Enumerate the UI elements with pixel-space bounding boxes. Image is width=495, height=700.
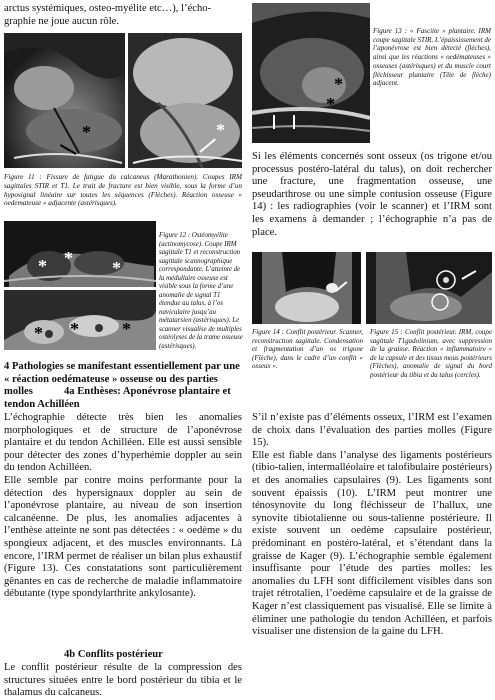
asterisk-marker: * <box>216 120 225 140</box>
paragraph: L’échographie détecte très bien les anomalies morphologiques et de structure de l’aponévrose plantaire et du tendon Achilléen. Elle est aussi sensible pour détecter des zones d’hyperhémie doppler au sein du tendon Achilléen. <box>4 412 242 474</box>
asterisk-marker: * <box>334 74 343 94</box>
fig11-image-t1 <box>128 33 242 168</box>
section-4b-heading: 4b Conflits postérieur <box>64 649 163 660</box>
fig11-t1-svg <box>128 33 242 168</box>
asterisk-marker: * <box>70 319 79 339</box>
fig12-image-ct <box>4 290 156 350</box>
fig13-caption: Figure 13 : « Fasciite » plantaire. IRM coupe sagittale STIR. L’épaississement de l’aponévrose est bien détecté (flèches), ainsi que les réactions « oedémateuses » osseuses (astérisques) et du muscle court fléchisseur plantaire (Tête de flèche) adjacent. <box>373 27 491 88</box>
arrow-icon <box>273 115 275 129</box>
fig15-svg <box>366 252 492 324</box>
left-body-text <box>4 412 242 601</box>
fig12-ct-svg <box>4 290 156 350</box>
fig12-caption: Figure 12 : Ostéomyélite (actinomycose). Coupe IRM sagittale T1 et reconstruction sagittale scannographique correspondante. L’atteinte de la médullaire osseuse est visible sous la forme d’une anomalie de signal T1 étendue au talus, à l’os naviculaire jusqu’au métatarsien (astérisques). Le scanner visualise de multiples ostéolyses de la trame osseuse (astérisques). <box>159 232 243 350</box>
fig14-svg <box>252 252 361 324</box>
asterisk-marker: * <box>38 256 47 276</box>
fig15-caption: Figure 15 : Conflit postérieur. IRM, coupe sagittale T1gadolinium, avec suppression de la graisse. Réaction « inflammatoire » de la capsule et des tissus mous postérieurs (Flèches), anomalie de signal du bord postérieur du tibia et du talus (cercles). <box>370 328 492 379</box>
paragraph: Elle est fiable dans l’analyse des ligaments postérieurs (tibio-talien, intermalléolaire et talofibulaire postérieurs) et des anomalies capsulaires (9). Les ligaments sont souvent épaissis (10). L’IRM peut montrer une ténosynovite du long fléchisseur de l’hallux, une synovite tibiotalienne ou sous-talienne postérieure. Il existe souvent un oedème capsulaire postérieur, prédominant en postéro-latéral, et s’étendant dans la graisse de Kager (9). L’échographie semble également insuffisante pour l’étude des parties molles: les anomalies du LFH sont difficilement visibles dans son trajet rétrotalien, l’oedème capsulaire et de la graisse de Kager n’est classiquement pas visualisé. Elle se limite à éliminer une pathologie du tendon Achilléen, et parfois visualiser une distension de la gaine du LFH. <box>252 449 492 638</box>
asterisk-marker: * <box>82 122 91 142</box>
asterisk-marker: * <box>112 258 121 278</box>
asterisk-marker: * <box>64 248 73 268</box>
left-body-text-2 <box>4 662 242 700</box>
fig12-mri-svg <box>4 221 156 287</box>
fig15-image <box>366 252 492 324</box>
section-4-heading: 4 Pathologies se manifestant essentiellement par une « réaction oedémateuse » osseuse ou des parties molles <box>4 361 240 398</box>
paragraph: Elle semble par contre moins performante pour la détection des hypersignaux doppler au sein de l’aponévrose plantaire, au niveau de son insertion calcanéenne. De plus, les anomalies adjacentes à l’enthèse atteinte ne sont pas détectées : « oedème » du spongieux adjacent, et des muscles environnants. Là encore, l’IRM permet de réaliser un bilan plus exhaustif (Figure 13). Ces constatations sont particulièrement gênantes en cas de recherche de maladie inflammatoire débutante (type spondylarthrite ankylosante). <box>4 474 242 600</box>
fig14-image <box>252 252 361 324</box>
fig13-svg <box>252 3 370 143</box>
paragraph: S’il n’existe pas d’éléments osseux, l’IRM est l’examen de choix dans l’évaluation des parties molles (Figure 15). <box>252 412 492 449</box>
intro-text <box>4 3 242 28</box>
fig12-image-mri <box>4 221 156 287</box>
fig11-image-stir <box>4 33 125 168</box>
right-body-text <box>252 151 492 239</box>
asterisk-marker: * <box>34 323 43 343</box>
fig14-caption: Figure 14 : Conflit postérieur. Scanner, reconstruction sagittale. Condensation et fragmentation d’un os trigone (Flèche), dans le cadre d’un conflit « osseux ». <box>252 328 363 371</box>
fig13-image <box>252 3 370 143</box>
paragraph: Le conflit postérieur résulte de la compression des structures situées entre le bord postérieur du tibia et le thalamus du calcaneus. <box>4 662 242 699</box>
arrow-icon <box>293 115 295 129</box>
section-4a-heading: 4a Enthèses: Aponévrose plantaire et tendon Achilléen <box>4 386 231 410</box>
intro-line-2: graphie ne joue aucun rôle. <box>4 15 120 27</box>
fig11-caption: Figure 11 : Fissure de fatigue du calcaneus (Marathonien). Coupes IRM sagittales STIR et T1. Le trait de fracture est bien visible, sous la forme d’un hyposignal linéaire sur toutes les séquences (Flèches). Réaction osseuse « oedemateuse » adjacente (astérisques). <box>4 173 242 208</box>
intro-line-1: arctus systémiques, osteo-myélite etc…), l’écho- <box>4 3 212 14</box>
asterisk-marker: * <box>326 94 335 114</box>
right-body-text-2 <box>252 412 492 639</box>
asterisk-marker: * <box>122 319 131 339</box>
paragraph: Si les éléments concernés sont osseux (os trigone et/ou processus postéro-latéral du talus), on doit rechercher une fracture, une fragmentation osseuse, une pseudarthrose ou une simple contusion osseuse (Figure 14) : les radiographies (voir le scanner) et l’IRM sont les examens à demander ; l’échographie n’a pas de place. <box>252 151 492 238</box>
